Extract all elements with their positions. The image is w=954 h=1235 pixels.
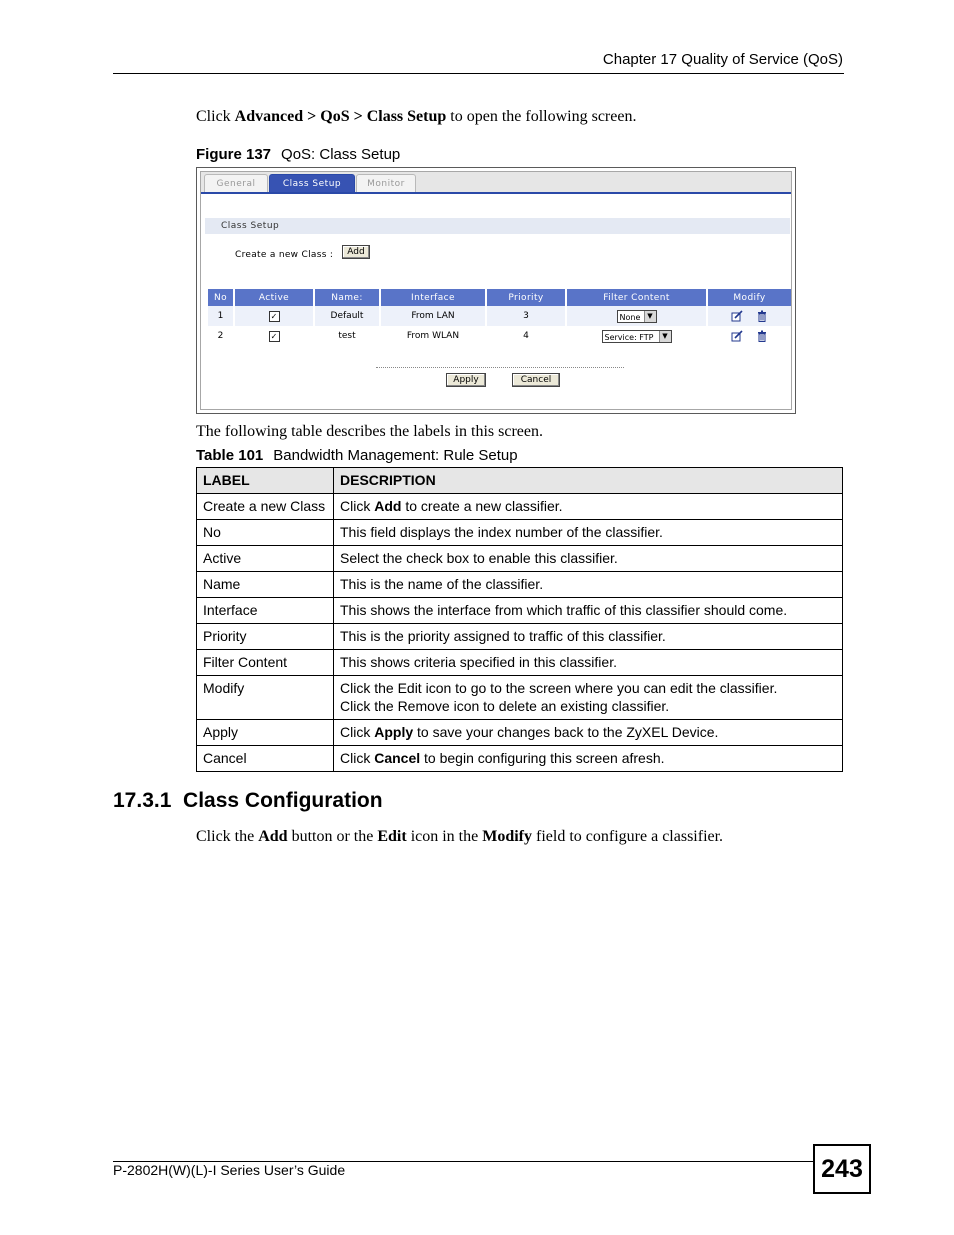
table-row [197,520,843,546]
description-table [196,467,843,772]
intro-post: to open the following screen. [446,108,637,125]
label-header: LABEL [197,468,334,494]
row-description: This is the priority assigned to traffic of this classifier. [334,624,843,650]
row-name: Default [315,306,379,326]
row-no: 1 [208,306,233,326]
table-row [197,676,843,720]
screen-panel [200,171,792,410]
row-filter [567,326,706,346]
row-label: Name [197,572,334,598]
row-label: No [197,520,334,546]
footer-guide-title: P-2802H(W)(L)-I Series User’s Guide [113,1162,346,1178]
row-label: Interface [197,598,334,624]
tab-class-setup[interactable]: Class Setup [269,174,355,192]
chevron-down-icon: ▼ [659,331,671,342]
figure-label: Figure 137 [196,146,272,163]
row-label: Modify [197,676,334,720]
row-description: This shows criteria specified in this classifier. [334,650,843,676]
col-no: No [208,289,233,306]
section-paragraph: Click the Add button or the Edit icon in the Modify field to configure a classifier. [196,828,724,845]
row-priority: 3 [487,306,565,326]
col-interface: Interface [381,289,485,306]
col-active: Active [235,289,313,306]
cancel-button[interactable]: Cancel [512,373,560,387]
col-name: Name: [315,289,379,306]
col-modify: Modify [708,289,791,306]
edit-icon[interactable] [731,330,743,342]
chapter-header: Chapter 17 Quality of Service (QoS) [602,51,843,68]
row-modify [708,326,791,346]
create-class-label: Create a new Class : [235,250,334,260]
qos-class-setup-screenshot [196,167,796,414]
class-setup-section-title: Class Setup [205,218,790,234]
row-label: Priority [197,624,334,650]
row-label: Filter Content [197,650,334,676]
col-priority: Priority [487,289,565,306]
row-active [235,306,313,326]
section-heading: 17.3.1 Class Configuration [113,789,383,812]
chevron-down-icon: ▼ [644,311,656,322]
row-interface: From WLAN [406,331,460,341]
remove-icon[interactable] [756,330,768,342]
divider [376,367,624,368]
filter-selected-value: None [619,312,641,322]
table-row [197,598,843,624]
tab-bar [201,172,791,194]
table-row [197,546,843,572]
page-number: 243 [813,1144,871,1194]
table-row [208,306,791,326]
intro-menu-path: Advanced > QoS > Class Setup [234,108,447,125]
description-header: DESCRIPTION [334,468,843,494]
row-interface: From LAN [381,306,485,326]
tab-general[interactable]: General [204,174,268,192]
row-priority: 4 [523,331,529,341]
edit-icon[interactable] [731,310,743,322]
table-row [197,624,843,650]
class-table [206,289,793,346]
row-filter [567,306,706,326]
row-label: Cancel [197,746,334,772]
tab-monitor[interactable]: Monitor [356,174,416,192]
row-label: Active [197,546,334,572]
col-filter-content: Filter Content [567,289,706,306]
row-description: Select the check box to enable this classifier. [334,546,843,572]
row-name: test [338,331,356,341]
following-text: The following table describes the labels in this screen. [196,423,544,440]
table-row [197,572,843,598]
active-checkbox[interactable]: ✓ [269,331,280,342]
filter-selected-value: Service: FTP [604,332,654,342]
table-caption [196,447,518,464]
figure-caption [196,146,400,163]
table-label: Table 101 [196,447,264,464]
filter-content-select[interactable] [602,330,672,343]
figure-title: QoS: Class Setup [281,146,401,163]
table-title: Bandwidth Management: Rule Setup [273,447,518,464]
row-description: Click Cancel to begin configuring this screen afresh. [334,746,843,772]
apply-button[interactable]: Apply [446,373,486,387]
active-checkbox[interactable]: ✓ [269,311,280,322]
row-description: This shows the interface from which traffic of this classifier should come. [334,598,843,624]
row-description: This is the name of the classifier. [334,572,843,598]
remove-icon[interactable] [756,310,768,322]
row-description: Click Add to create a new classifier. [334,494,843,520]
row-no: 2 [217,331,224,341]
add-button[interactable]: Add [342,245,370,259]
row-description: Click the Edit icon to go to the screen where you can edit the classifier. Click the Remove icon to delete an existing classifier. [334,676,843,720]
table-row [208,326,791,346]
table-row [197,720,843,746]
row-label: Apply [197,720,334,746]
table-row [197,746,843,772]
row-description: This field displays the index number of the classifier. [334,520,843,546]
class-table-header [208,289,791,306]
intro-paragraph [196,107,636,127]
row-modify [708,306,791,326]
intro-pre: Click [196,108,235,125]
table-row [197,650,843,676]
filter-content-select[interactable] [617,310,657,323]
row-label: Create a new Class [197,494,334,520]
header-rule [113,73,844,74]
row-description: Click Apply to save your changes back to the ZyXEL Device. [334,720,843,746]
table-row [197,494,843,520]
description-table-header [197,468,843,494]
row-active [235,326,313,346]
